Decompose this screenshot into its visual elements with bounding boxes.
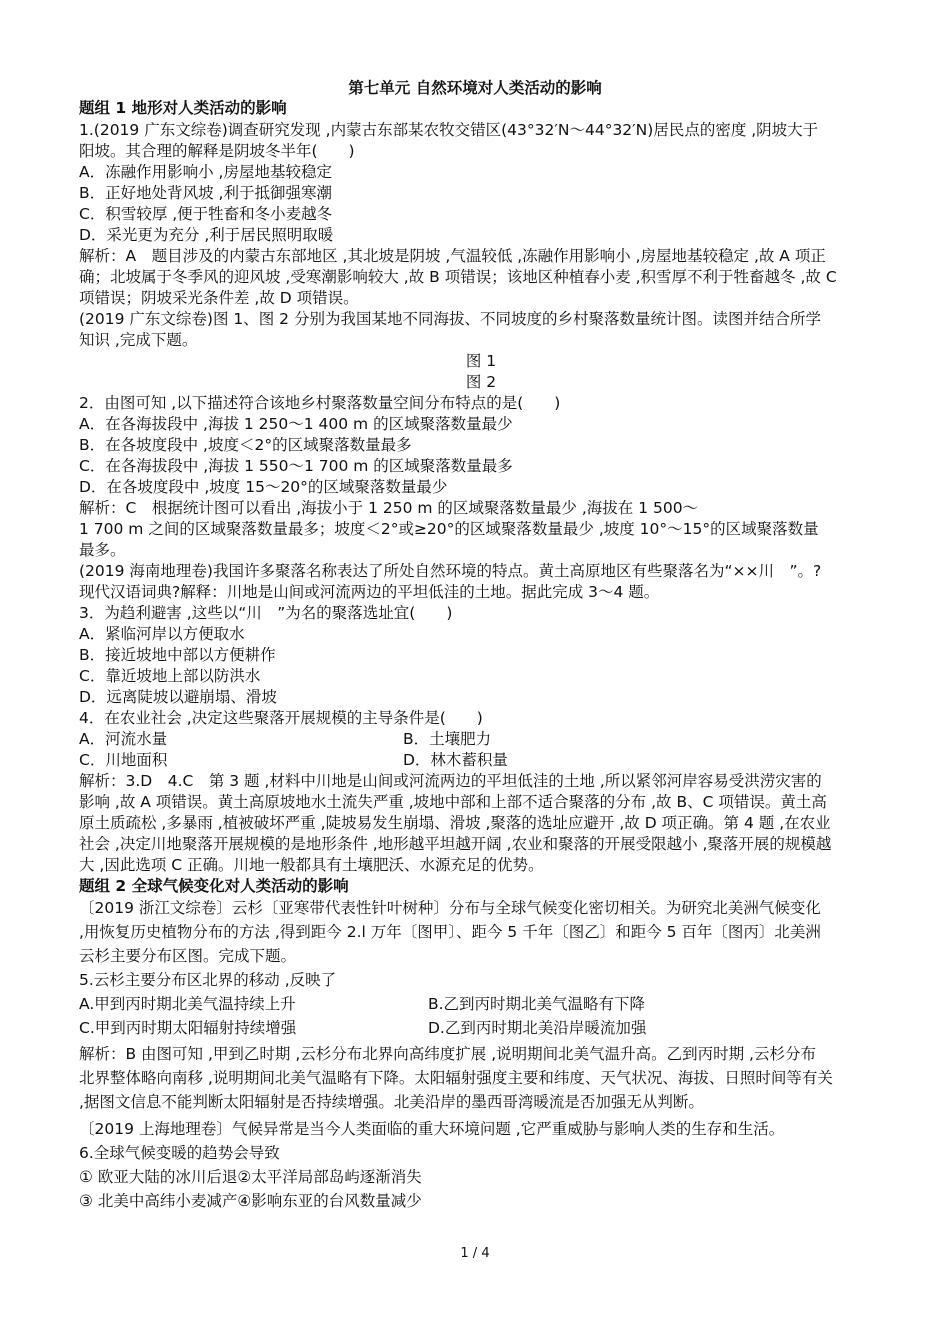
q4-option-c: C．川地面积 — [79, 751, 168, 769]
q5-option-c: C.甲到丙时期太阳辐射持续增强 — [79, 1019, 297, 1037]
q1-option-b: B．正好地处背风坡 ,利于抵御强寒潮 — [79, 184, 332, 202]
q6-intro: 〔2019 上海地理卷〕气候异常是当今人类面临的重大环境问题 ,它严重威胁与影响人类的生存和生活。 — [79, 1120, 785, 1138]
page-title: 第七单元 自然环境对人类活动的影响 — [348, 79, 602, 97]
q5-stem: 5.云杉主要分布区北界的移动 ,反映了 — [79, 971, 337, 989]
q1-analysis-line1: 解析：A 题目涉及的内蒙古东部地区 ,其北坡是阴坡 ,气温较低 ,冻融作用影响小 ,房屋地基较稳定 ,故 A 项正 — [79, 247, 826, 265]
figure-2-caption: 图 2 — [465, 373, 497, 391]
q1-option-c: C．积雪较厚 ,便于牲畜和冬小麦越冬 — [79, 205, 333, 223]
q2-intro-line2: 知识 ,完成下题。 — [79, 331, 198, 349]
q5-option-a: A.甲到丙时期北美气温持续上升 — [79, 995, 296, 1013]
q3-option-d: D．远离陡坡以避崩塌、滑坡 — [79, 688, 277, 706]
q3-intro-line2: 现代汉语词典?解释：川地是山间或河流两边的平坦低洼的土地。据此完成 3～4 题。 — [79, 583, 660, 601]
q3-intro-line1: (2019 海南地理卷)我国许多聚落名称表达了所处自然环境的特点。黄土高原地区有些聚落名为“××川 ”。? — [79, 562, 822, 580]
q4-stem: 4．在农业社会 ,决定这些聚落开展规模的主导条件是( ) — [79, 709, 483, 727]
q1-analysis-line3: 项错误；阴坡采光条件差 ,故 D 项错误。 — [79, 289, 359, 307]
q6-statements-line1: ① 欧亚大陆的冰川后退②太平洋局部岛屿逐渐消失 — [79, 1168, 422, 1186]
group1-heading: 题组 1 地形对人类活动的影响 — [79, 99, 287, 117]
q2-analysis-line3: 最多。 — [79, 541, 126, 559]
group2-heading: 题组 2 全球气候变化对人类活动的影响 — [79, 877, 349, 895]
page-number: 1 / 4 — [460, 1246, 490, 1261]
q3-option-a: A．紧临河岸以方便取水 — [79, 625, 245, 643]
q5-analysis-line3: ,据图文信息不能判断太阳辐射是否持续增强。北美沿岸的墨西哥湾暖流是否加强无从判断。 — [79, 1093, 704, 1111]
q6-stem: 6.全球气候变暖的趋势会导致 — [79, 1144, 280, 1162]
q34-analysis-line3: 原土质疏松 ,多暴雨 ,植被破坏严重 ,陡坡易发生崩塌、滑坡 ,聚落的选址应避开 ,故 D 项正确。第 4 题 ,在农业 — [79, 814, 831, 832]
q1-stem-line1: 1.(2019 广东文综卷)调查研究发现 ,内蒙古东部某农牧交错区(43°32′N～44°32′N)居民点的密度 ,阴坡大于 — [79, 121, 819, 139]
q4-option-b: B．土壤肥力 — [403, 730, 492, 748]
q2-option-c: C．在各海拔段中 ,海拔 1 550～1 700 m 的区域聚落数量最多 — [79, 457, 513, 475]
q3-option-b: B．接近坡地中部以方便耕作 — [79, 646, 276, 664]
q34-analysis-line4: 社会 ,决定川地聚落开展规模的是地形条件 ,地形越平坦越开阔 ,农业和聚落的开展受限越小 ,聚落开展的规模越 — [79, 835, 832, 853]
q34-analysis-line2: 影响 ,故 A 项错误。黄土高原坡地水土流失严重 ,坡地中部和上部不适合聚落的分布 ,故 B、C 项错误。黄土高 — [79, 793, 827, 811]
q6-statements-line2: ③ 北美中高纬小麦减产④影响东亚的台风数量减少 — [79, 1192, 422, 1210]
q5-analysis-line1: 解析：B 由图可知 ,甲到乙时期 ,云杉分布北界向高纬度扩展 ,说明期间北美气温升高。乙到丙时期 ,云杉分布 — [79, 1045, 816, 1063]
q5-option-b: B.乙到丙时期北美气温略有下降 — [428, 995, 646, 1013]
q2-option-d: D．在各坡度段中 ,坡度 15～20°的区域聚落数量最少 — [79, 478, 448, 496]
q1-stem-line2: 阳坡。其合理的解释是阴坡冬半年( ) — [79, 142, 355, 160]
q1-option-a: A．冻融作用影响小 ,房屋地基较稳定 — [79, 163, 332, 181]
q1-analysis-line2: 确；北坡属于冬季风的迎风坡 ,受寒潮影响较大 ,故 B 项错误；该地区种植春小麦 ,积雪厚不利于牲畜越冬 ,故 C — [79, 268, 837, 286]
q5-intro-line1: 〔2019 浙江文综卷〕云杉〔亚寒带代表性针叶树种〕分布与全球气候变化密切相关。为研究北美洲气候变化 — [79, 899, 821, 917]
q5-option-d: D.乙到丙时期北美沿岸暖流加强 — [428, 1019, 647, 1037]
q34-analysis-line1: 解析：3.D 4.C 第 3 题 ,材料中川地是山间或河流两边的平坦低洼的土地 ,所以紧邻河岸容易受洪涝灾害的 — [79, 772, 822, 790]
q4-option-a: A．河流水量 — [79, 730, 168, 748]
q2-intro-line1: (2019 广东文综卷)图 1、图 2 分别为我国某地不同海拔、不同坡度的乡村聚落数量统计图。读图并结合所学 — [79, 310, 821, 328]
q5-intro-line3: 云杉主要分布区图。完成下题。 — [79, 947, 297, 965]
q1-option-d: D．采光更为充分 ,利于居民照明取暖 — [79, 226, 334, 244]
q34-analysis-line5: 大 ,因此选项 C 正确。川地一般都具有土壤肥沃、水源充足的优势。 — [79, 856, 544, 874]
q5-analysis-line2: 北界整体略向南移 ,说明期间北美气温略有下降。太阳辐射强度主要和纬度、天气状况、海拔、日照时间等有关 — [79, 1069, 833, 1087]
q2-analysis-line2: 1 700 m 之间的区域聚落数量最多；坡度＜2°或≥20°的区域聚落数量最少 ,坡度 10°～15°的区域聚落数量 — [79, 520, 819, 538]
figure-1-caption: 图 1 — [465, 352, 497, 370]
q2-stem: 2．由图可知 ,以下描述符合该地乡村聚落数量空间分布特点的是( ) — [79, 394, 561, 412]
q2-option-b: B．在各坡度段中 ,坡度＜2°的区域聚落数量最多 — [79, 436, 412, 454]
q3-stem: 3．为趋利避害 ,这些以“川 ”为名的聚落选址宜( ) — [79, 604, 453, 622]
q2-analysis-line1: 解析：C 根据统计图可以看出 ,海拔小于 1 250 m 的区域聚落数量最少 ,海拔在 1 500～ — [79, 499, 699, 517]
q2-option-a: A．在各海拔段中 ,海拔 1 250～1 400 m 的区域聚落数量最少 — [79, 415, 513, 433]
q3-option-c: C．靠近坡地上部以防洪水 — [79, 667, 261, 685]
q5-intro-line2: ,用恢复历史植物分布的方法 ,得到距今 2.l 万年〔图甲〕、距今 5 千年〔图乙〕和距今 5 百年〔图丙〕北美洲 — [79, 923, 821, 941]
q4-option-d: D．林木蓄积量 — [403, 751, 508, 769]
